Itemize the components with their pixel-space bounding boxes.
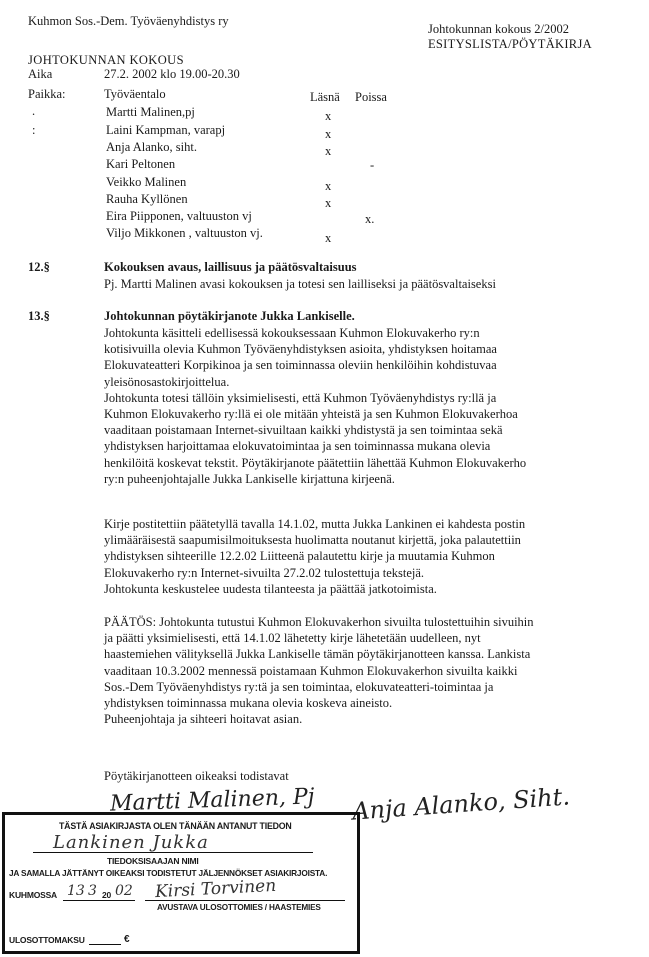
stamp-officer-signature: Kirsi Torvinen	[154, 875, 277, 903]
attendee-name: Eira Piipponen, valtuuston vj	[106, 209, 252, 223]
stamp-fee-label: ULOSOTTOMAKSU	[9, 935, 85, 945]
attendee-bullet: :	[32, 123, 36, 137]
attendee-absent-mark: -	[370, 158, 375, 172]
bailiff-stamp	[2, 812, 360, 954]
stamp-date-line	[63, 900, 135, 901]
attendee-present-mark: x	[325, 127, 332, 141]
attendee-name: Kari Peltonen	[106, 157, 176, 171]
section-13-paragraph-1: Johtokunta käsitteli edellisessä kokouksessaan Kuhmon Elokuvakerho ry:n kotisivuilla olevia Kuhmon Työväenyhdistyksen asioita, yhdistyksen hoitamaa Elokuvateatteri Korpikinoa ja sen toiminnassa oleviin henkilöihin kohdistuvaa yleisönosastokirjoittelua. Johtokunta totesi tällöin yksimielisesti, että Kuhmon Työväenyhdistys ry:llä ja Kuhmon Elokuvakerho ry:llä ei ole mitään yhteistä ja sen Kuhmon Elokuvakerhoa vaaditaan poistamaan Internet-sivuiltaan kaikki yhdistystä ja sen toimintaa sekä yhdistyksen harjoittamaa elokuvatoimintaa ja sen toiminnassa mukana olevia henkilöitä koskevat tekstit. Pöytäkirjanote päätettiin lähettää Kuhmon Elokuvakerho ry:n puheenjohtajalle Jukka Lankiselle kirjattuna kirjeenä.	[104, 326, 527, 486]
section-12-text: Pj. Martti Malinen avasi kokouksen ja totesi sen lailliseksi ja päätösvaltaiseksi	[104, 277, 496, 291]
attendee-present-mark: x	[325, 109, 332, 123]
stamp-officer-line	[145, 900, 345, 901]
stamp-recipient-name: Lankinen Jukka	[53, 832, 209, 853]
stamp-date-month: 3	[88, 883, 97, 899]
stamp-fee-line	[89, 944, 121, 945]
doc-type: ESITYSLISTA/PÖYTÄKIRJA	[428, 37, 592, 51]
meeting-id: Johtokunnan kokous 2/2002	[428, 22, 569, 36]
stamp-recipient-line	[33, 852, 313, 853]
attendee-present-mark: x	[325, 144, 332, 158]
section-13-number: 13.§	[28, 309, 50, 323]
attendee-present-mark: x	[325, 196, 332, 210]
attendee-present-mark: x	[325, 231, 332, 245]
attendee-name: Anja Alanko, siht.	[106, 140, 197, 154]
stamp-recipient-label: TIEDOKSISAAJAN NIMI	[107, 856, 199, 866]
stamp-officer-label: AVUSTAVA ULOSOTTOMIES / HAASTEMIES	[157, 903, 321, 912]
stamp-year-prefix: 20	[102, 890, 112, 900]
org-name: Kuhmon Sos.-Dem. Työväenyhdistys ry	[28, 14, 229, 28]
stamp-copies-line: JA SAMALLA JÄTTÄNYT OIKEAKSI TODISTETUT JÄLJENNÖKSET ASIAKIRJOISTA.	[9, 868, 328, 878]
section-13-decision: PÄÄTÖS: Johtokunta tutustui Kuhmon Elokuvakerhon sivuilta tulostettuihin sivuihin ja päätti yksimielisesti, että 14.1.02 lähetetty kirje lähetetään uudelleen, nyt haastemiehen välityksellä Jukka Lankiselle tämän pöytäkirjanotteen kanssa. Lankista vaaditaan 10.3.2002 mennessä poistamaan Kuhmon Elokuvakerhon sivuilta kaikki Sos.-Dem Työväenyhdistys ry:tä ja sen toimintaa, elokuvateatteri-toimintaa ja yhdistyksen toiminnassa mukana olevia koskeva aineisto. Puheenjohtaja ja sihteeri hoitavat asian.	[104, 615, 534, 727]
stamp-place: KUHMOSSA	[9, 890, 57, 900]
present-header: Läsnä	[310, 90, 340, 104]
attendee-bullet: .	[32, 104, 36, 118]
stamp-fee-currency: €	[124, 934, 130, 945]
stamp-date-year: 02	[115, 883, 133, 899]
section-13-heading: Johtokunnan pöytäkirjanote Jukka Lankiselle.	[104, 309, 355, 323]
section-12-heading: Kokouksen avaus, laillisuus ja päätösvaltaisuus	[104, 260, 357, 274]
meeting-title: JOHTOKUNNAN KOKOUS	[28, 53, 184, 67]
time-label: Aika	[28, 67, 53, 81]
signature-chairman: Martti Malinen, Pj	[109, 784, 315, 817]
attendee-name: Viljo Mikkonen , valtuuston vj.	[106, 226, 263, 240]
absent-header: Poissa	[355, 90, 387, 104]
stamp-notice-line: TÄSTÄ ASIAKIRJASTA OLEN TÄNÄÄN ANTANUT TIEDON	[59, 821, 292, 831]
attendee-absent-mark: x.	[365, 212, 375, 226]
attendee-name: Martti Malinen,pj	[106, 105, 195, 119]
certification-text: Pöytäkirjanotteen oikeaksi todistavat	[104, 769, 289, 783]
stamp-date-day: 13	[67, 883, 85, 899]
attendee-name: Laini Kampman, varapj	[106, 123, 226, 137]
attendee-present-mark: x	[325, 179, 332, 193]
section-13-paragraph-2: Kirje postitettiin päätetyllä tavalla 14.1.02, mutta Jukka Lankinen ei kahdesta postin ylimääräisestä saapumisilmoituksesta huolimatta noutanut kirjettä, joka palautettiin yhdistyksen sihteerille 12.2.02 Liitteenä palautettu kirje ja muutamia Kuhmon Elokuvakerho ry:n Internet-sivuilta 27.2.02 tulostettuja tekstejä. Johtokunta keskustelee uudesta tilanteesta ja päättää jatkotoimista.	[104, 517, 526, 596]
attendee-name: Rauha Kyllönen	[106, 192, 188, 206]
place-value: Työväentalo	[104, 87, 166, 101]
time-value: 27.2. 2002 klo 19.00-20.30	[104, 67, 240, 81]
attendee-name: Veikko Malinen	[106, 175, 187, 189]
place-label: Paikka:	[28, 87, 66, 101]
signature-secretary: Anja Alanko, Siht.	[351, 782, 571, 826]
section-12-number: 12.§	[28, 260, 50, 274]
